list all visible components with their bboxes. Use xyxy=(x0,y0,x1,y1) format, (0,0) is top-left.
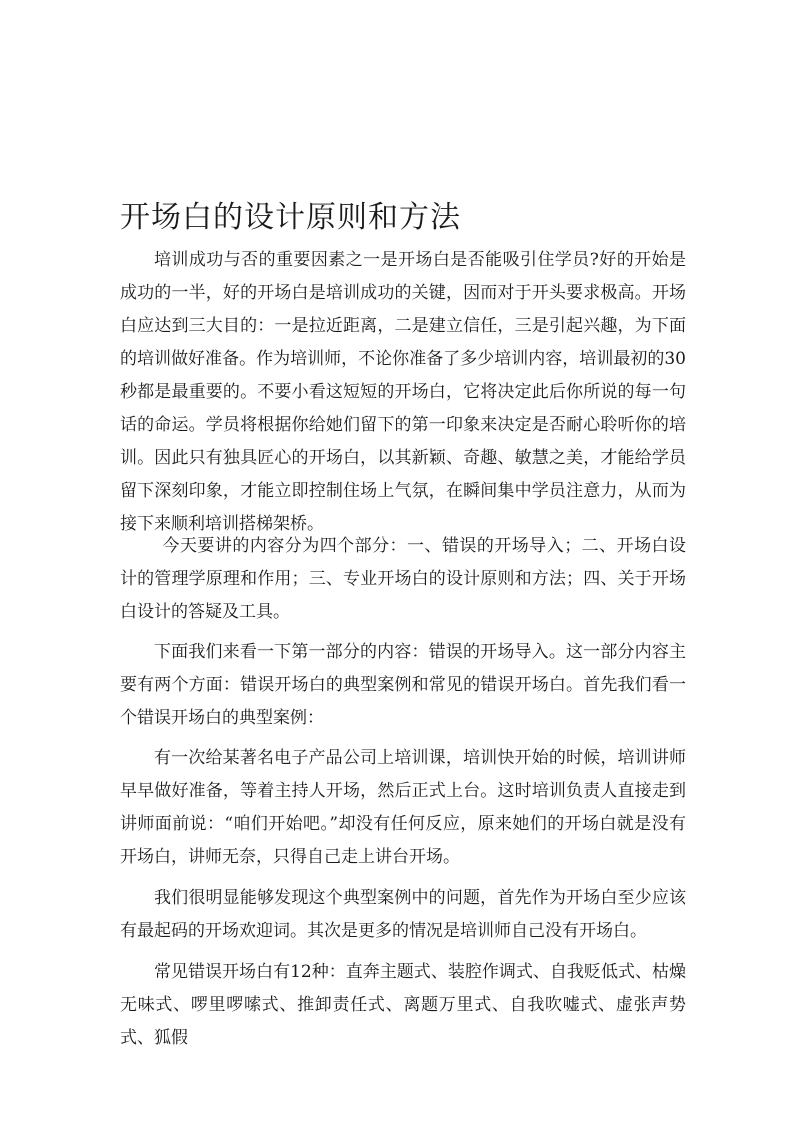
paragraph-outline: 今天要讲的内容分为四个部分：一、错误的开场导入；二、开场白设计的管理学原理和作用；三、专业开场白的设计原则和方法；四、关于开场白设计的答疑及工具。 xyxy=(120,536,686,622)
document-title: 开场白的设计原则和方法 xyxy=(120,200,461,235)
paragraph-part-one: 下面我们来看一下第一部分的内容：错误的开场导入。这一部分内容主要有两个方面：错误开场白的典型案例和常见的错误开场白。首先我们看一个错误开场白的典型案例： xyxy=(120,642,686,728)
paragraph-case-study: 有一次给某著名电子产品公司上培训课，培训快开始的时候，培训讲师早早做好准备，等着主持人开场，然后正式上台。这时培训负责人直接走到讲师面前说：“咱们开始吧。”却没有任何反应，原来她们的开场白就是没有开场白，讲师无奈，只得自己走上讲台开场。 xyxy=(120,748,686,867)
paragraph-common-errors: 常见错误开场白有12种：直奔主题式、装腔作调式、自我贬低式、枯燥无味式、啰里啰嗦式、推卸责任式、离题万里式、自我吹嘘式、虚张声势式、狐假 xyxy=(120,962,686,1048)
paragraph-intro: 培训成功与否的重要因素之一是开场白是否能吸引住学员?好的开始是成功的一半，好的开场白是培训成功的关键，因而对于开头要求极高。开场白应达到三大目的：一是拉近距离，二是建立信任，三是引起兴趣，为下面的培训做好准备。作为培训师，不论你准备了多少培训内容，培训最初的30秒都是最重要的。不要小看这短短的开场白，它将决定此后你所说的每一句话的命运。学员将根据你给她们留下的第一印象来决定是否耐心聆听你的培训。因此只有独具匠心的开场白，以其新颖、奇趣、敏慧之美，才能给学员留下深刻印象，才能立即控制住场上气氛，在瞬间集中学员注意力，从而为接下来顺利培训搭梯架桥。 xyxy=(120,250,686,534)
paragraph-analysis: 我们很明显能够发现这个典型案例中的问题，首先作为开场白至少应该有最起码的开场欢迎词。其次是更多的情况是培训师自己没有开场白。 xyxy=(120,888,686,941)
